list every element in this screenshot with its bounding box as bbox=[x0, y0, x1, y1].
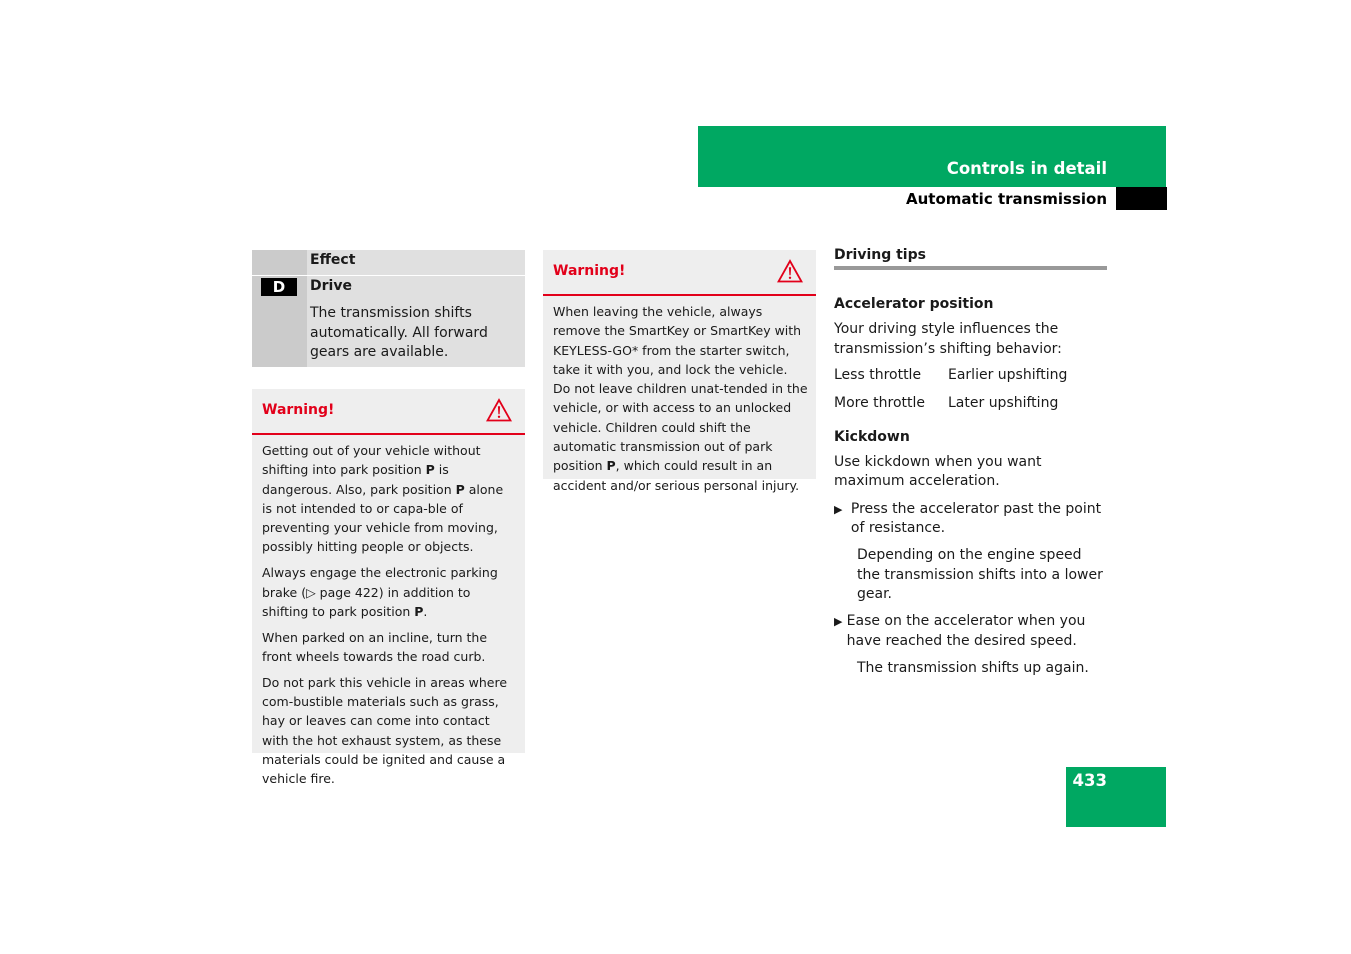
warning-header bbox=[543, 250, 816, 296]
throttle-input: Less throttle bbox=[834, 367, 922, 383]
throttle-input: More throttle bbox=[834, 395, 926, 411]
text: alone is not intended to or capa-ble of preventing your vehicle from moving, possibly hitting people or objects. bbox=[262, 481, 504, 555]
warning-paragraph bbox=[262, 441, 517, 557]
key-column bbox=[252, 250, 307, 367]
warning-title: Warning! bbox=[553, 263, 626, 279]
warning-body bbox=[543, 296, 816, 503]
kickdown-intro: Use kickdown when you want maximum acceleration. bbox=[834, 453, 1042, 489]
text: is dangerous. Also, park position bbox=[262, 462, 456, 497]
table-header-effect: Effect bbox=[310, 252, 356, 268]
step-arrow-icon: ▶ bbox=[834, 502, 843, 516]
gear-d-symbol: D bbox=[261, 278, 297, 296]
section-marker bbox=[1116, 187, 1167, 210]
warning-body bbox=[252, 435, 525, 797]
warning-paragraph: When parked on an incline, turn the front wheels towards the road curb. bbox=[262, 629, 488, 664]
step-result: Depending on the engine speed the transmission shifts into a lower gear. bbox=[857, 547, 1103, 602]
warning-box-smartkey bbox=[543, 250, 816, 493]
gear-p-label: P bbox=[606, 458, 616, 474]
step-arrow-icon: ▶ bbox=[834, 615, 843, 628]
gear-name: Drive bbox=[310, 278, 352, 294]
section-title: Automatic transmission bbox=[906, 190, 1107, 208]
warning-box-parking bbox=[252, 389, 525, 787]
text: . bbox=[423, 603, 428, 619]
gear-p-label: P bbox=[455, 481, 465, 497]
throttle-row bbox=[834, 394, 1107, 414]
warning-triangle-icon bbox=[486, 398, 512, 422]
warning-paragraph bbox=[262, 563, 517, 621]
warning-header bbox=[252, 389, 525, 435]
title-rule bbox=[834, 266, 1107, 270]
step-result: The transmission shifts up again. bbox=[857, 659, 1089, 676]
accelerator-heading: Accelerator position bbox=[834, 296, 994, 312]
shift-behavior: Later upshifting bbox=[948, 395, 1059, 411]
warning-title: Warning! bbox=[262, 402, 335, 418]
text: , which could result in an accident and/or serious personal injury. bbox=[553, 458, 800, 493]
text: Always engage the electronic parking brake ( bbox=[262, 565, 498, 600]
chapter-title: Controls in detail bbox=[946, 159, 1107, 178]
accelerator-intro: Your driving style influences the transmission’s shifting behavior: bbox=[834, 321, 1062, 357]
shift-position-table bbox=[252, 250, 525, 367]
gear-description: The transmission shifts automatically. All forward gears are available. bbox=[310, 305, 488, 360]
page-reference-icon: ▷ bbox=[306, 584, 316, 600]
table-divider bbox=[252, 275, 525, 276]
text: Getting out of your vehicle without shifting into park position bbox=[262, 443, 481, 478]
kickdown-heading: Kickdown bbox=[834, 428, 910, 445]
driving-tips-title: Driving tips bbox=[834, 247, 926, 263]
warning-paragraph bbox=[553, 302, 808, 495]
warning-paragraph: Do not park this vehicle in areas where com-bustible materials such as grass, hay or leaves can come into contact with the hot exhaust system, as these materials could be ignited and cause a vehicle fire. bbox=[262, 674, 508, 787]
shift-behavior: Earlier upshifting bbox=[948, 367, 1068, 383]
gear-p-label: P bbox=[414, 603, 424, 619]
gear-p-label: P bbox=[425, 462, 435, 478]
instruction-step bbox=[834, 500, 1107, 539]
throttle-row bbox=[834, 366, 1107, 386]
driving-tips-section bbox=[834, 247, 1107, 678]
instruction-step bbox=[834, 612, 1107, 651]
step-text: Ease on the accelerator when you have reached the desired speed. bbox=[846, 613, 1086, 649]
text: page 422) in addition to shifting to park position bbox=[262, 584, 471, 619]
warning-triangle-icon bbox=[777, 259, 803, 283]
text: When leaving the vehicle, always remove the SmartKey or SmartKey with KEYLESS-GO* from the starter switch, take it with you, and lock the vehicle. Do not leave children unat-tended in the vehicle, or with access to an unlocked vehicle. Children could shift the automatic transmission out of park position bbox=[553, 304, 808, 474]
step-text: Press the accelerator past the point of resistance. bbox=[850, 500, 1102, 536]
page-number: 433 bbox=[1072, 771, 1107, 790]
